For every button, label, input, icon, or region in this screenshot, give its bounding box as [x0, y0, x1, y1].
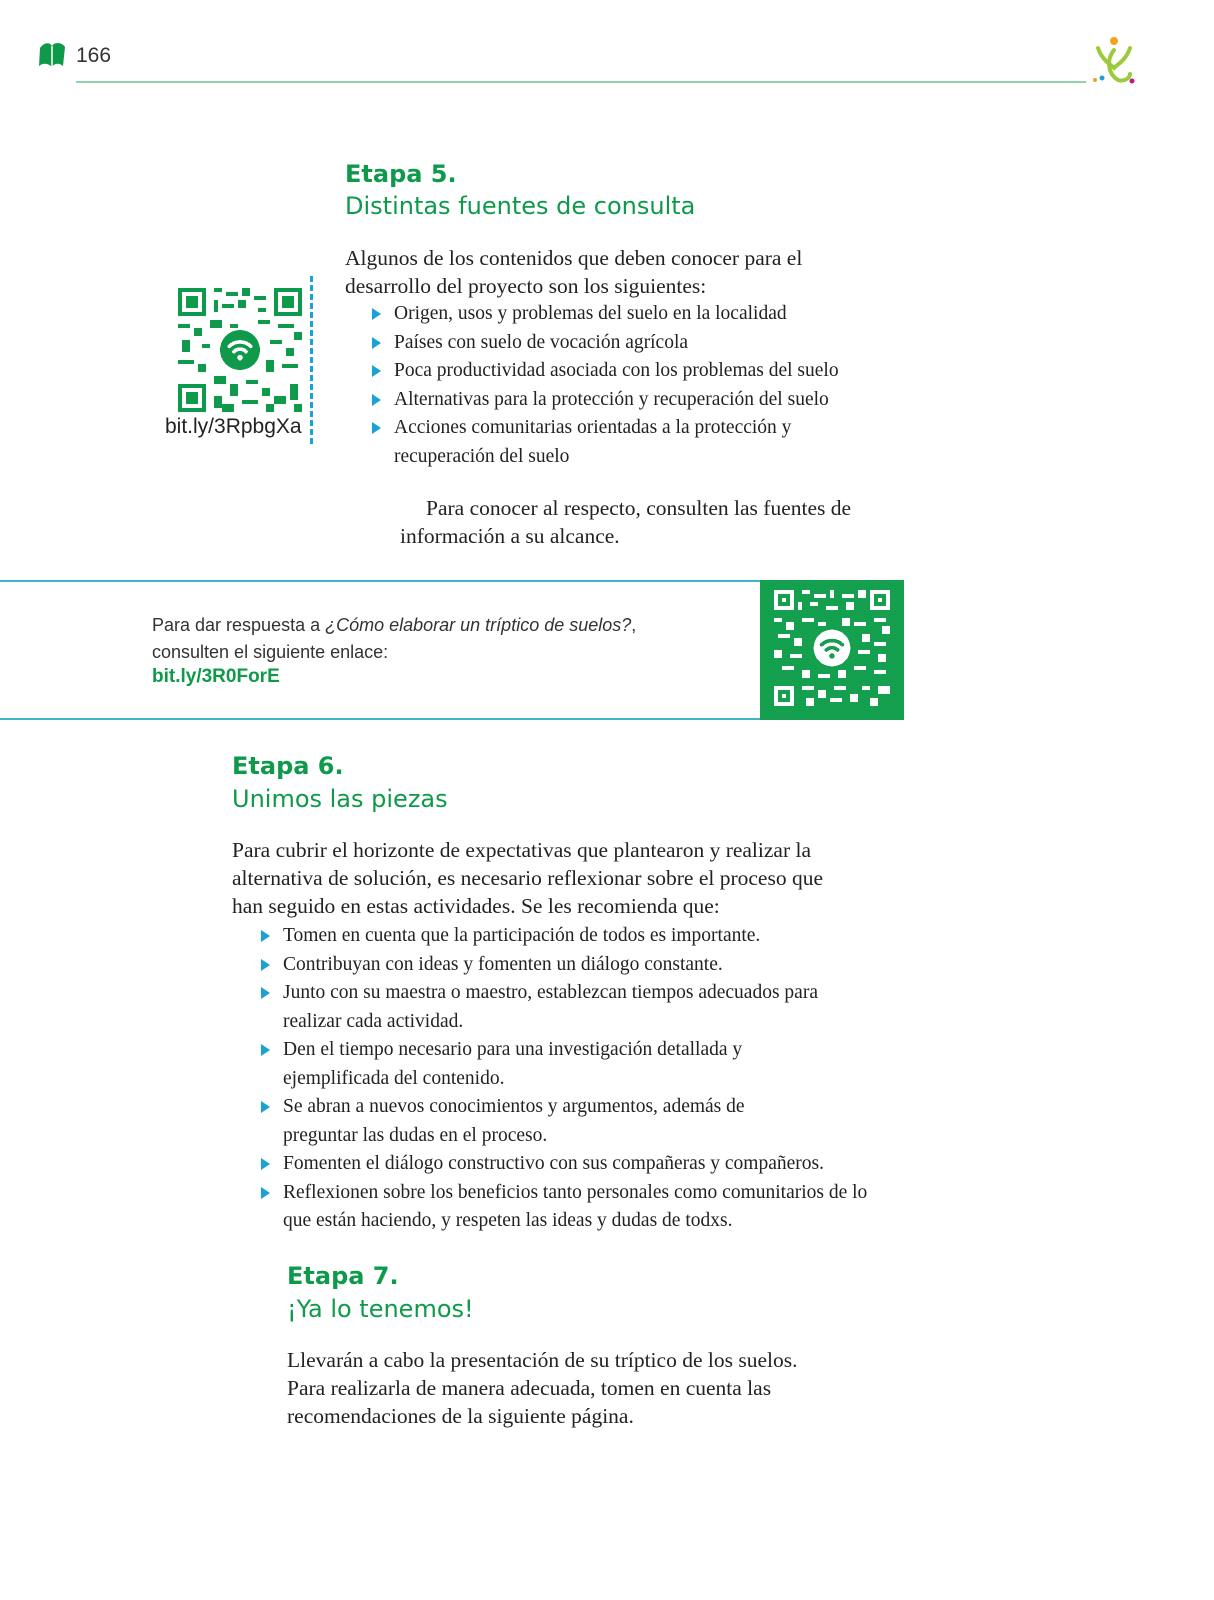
stage5-closing-line: Para conocer al respecto, consulten las fuentes de	[426, 496, 852, 520]
stage5-title: Distintas fuentes de consulta	[345, 192, 696, 220]
triangle-bullet-icon	[261, 1101, 270, 1113]
link-callout-line: consulten el siguiente enlace:	[152, 642, 389, 662]
triangle-bullet-icon	[261, 930, 270, 942]
page-number: 166	[76, 44, 112, 67]
qr-code-box	[760, 580, 904, 720]
stage6-intro	[232, 836, 823, 920]
triangle-bullet-icon	[372, 365, 381, 377]
person-flower-logo	[1088, 34, 1140, 91]
triangle-bullet-icon	[372, 394, 381, 406]
triangle-bullet-icon	[372, 337, 381, 349]
triangle-bullet-icon	[261, 1158, 270, 1170]
stage5-bullet-list	[370, 300, 890, 471]
stage6-intro-line: alternativa de solución, es necesario reflexionar sobre el proceso que	[232, 866, 823, 890]
stage7-label: Etapa 7.	[287, 1262, 399, 1290]
triangle-bullet-icon	[261, 1044, 270, 1056]
list-item: Fomenten el diálogo constructivo con sus compañeras y compañeros.	[259, 1150, 899, 1179]
list-item: Acciones comunitarias orientadas a la protección y recuperación del suelo	[370, 414, 834, 471]
triangle-bullet-icon	[261, 1187, 270, 1199]
stage5-intro-line: Algunos de los contenidos que deben conocer para el	[345, 246, 803, 270]
stage7-line: Para realizarla de manera adecuada, tomen en cuenta las	[287, 1376, 772, 1400]
stage7-title: ¡Ya lo tenemos!	[287, 1295, 474, 1323]
stage7-line: recomendaciones de la siguiente página.	[287, 1404, 634, 1428]
list-item: Tomen en cuenta que la participación de todos es importante.	[259, 922, 899, 951]
header-rule	[76, 81, 1086, 83]
triangle-bullet-icon	[372, 422, 381, 434]
stage6-bullet-list	[259, 922, 899, 1236]
stage6-title: Unimos las piezas	[232, 785, 448, 813]
stage6-label: Etapa 6.	[232, 752, 344, 780]
stage5-closing	[400, 494, 851, 550]
list-item: Poca productividad asociada con los problemas del suelo	[370, 357, 890, 386]
stage5-intro-line: desarrollo del proyecto son los siguientes:	[345, 274, 707, 298]
list-item: Junto con su maestra o maestro, establezcan tiempos adecuados para realizar cada actividad.	[259, 979, 843, 1036]
triangle-bullet-icon	[261, 959, 270, 971]
stage6-intro-line: Para cubrir el horizonte de expectativas que plantearon y realizar la	[232, 838, 812, 862]
triangle-bullet-icon	[261, 987, 270, 999]
list-item: Reflexionen sobre los beneficios tanto personales como comunitarios de lo que están haciendo, y respeten las ideas y dudas de todxs.	[259, 1179, 893, 1236]
list-item: Contribuyan con ideas y fomenten un diálogo constante.	[259, 951, 899, 980]
qr-code-icon[interactable]	[774, 590, 890, 706]
callout-link[interactable]: bit.ly/3R0ForE	[152, 666, 280, 687]
book-leaf-icon	[36, 40, 68, 77]
list-item: Países con suelo de vocación agrícola	[370, 329, 890, 358]
stage7-text	[287, 1346, 797, 1430]
stage7-line: Llevarán a cabo la presentación de su tríptico de los suelos.	[287, 1348, 798, 1372]
stage5-label: Etapa 5.	[345, 160, 457, 188]
stage5-closing-line: información a su alcance.	[400, 524, 620, 548]
list-item: Se abran a nuevos conocimientos y argumentos, además de preguntar las dudas en el proceso.	[259, 1093, 803, 1150]
link-callout-text	[152, 612, 636, 666]
stage5-intro	[345, 244, 802, 300]
qr-code-icon[interactable]	[178, 288, 302, 417]
link-callout-line: Para dar respuesta a ¿Cómo elaborar un tríptico de suelos?,	[152, 615, 637, 635]
triangle-bullet-icon	[372, 308, 381, 320]
dashed-divider	[310, 276, 313, 444]
stage6-intro-line: han seguido en estas actividades. Se les recomienda que:	[232, 894, 720, 918]
list-item: Origen, usos y problemas del suelo en la localidad	[370, 300, 890, 329]
list-item: Alternativas para la protección y recuperación del suelo	[370, 386, 890, 415]
list-item: Den el tiempo necesario para una investigación detallada y ejemplificada del contenido.	[259, 1036, 813, 1093]
qr-caption-link[interactable]: bit.ly/3RpbgXa	[165, 415, 302, 438]
